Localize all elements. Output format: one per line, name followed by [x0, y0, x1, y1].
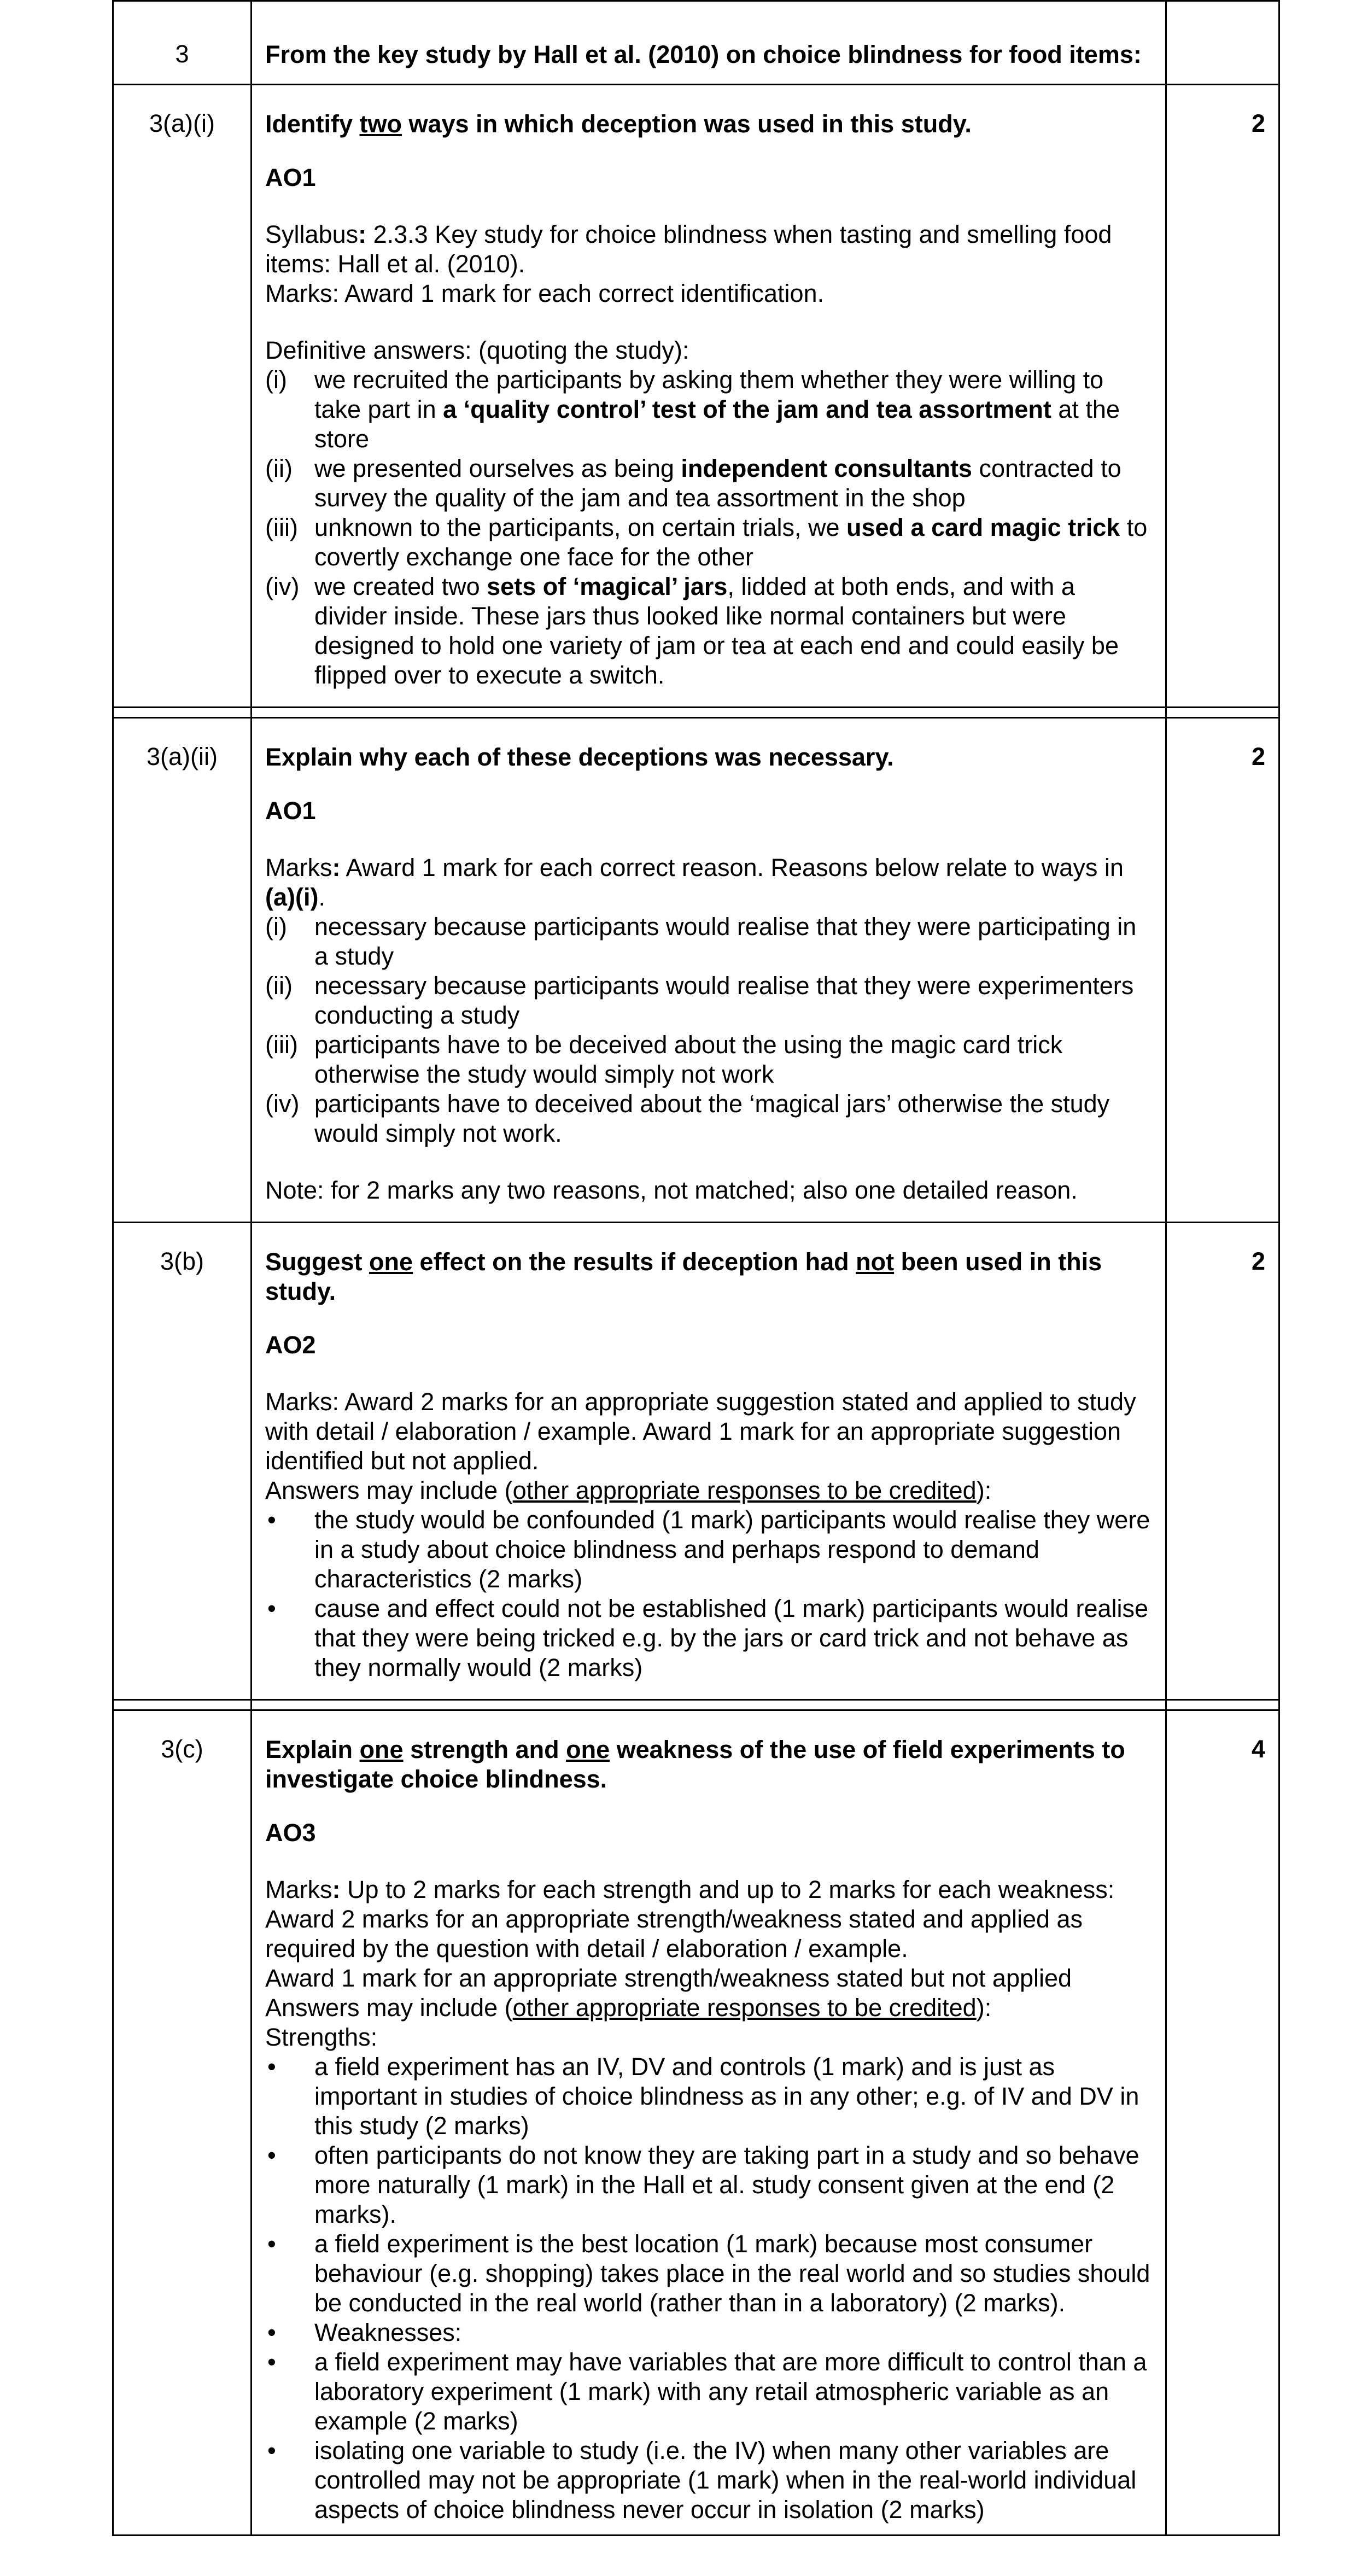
item-text: a field experiment is the best location (1 mark) because most consumer behaviour (e.g. shopping) takes place in the real world and so studies should be conducted in the real world (rather than in a laboratory) (2 marks).: [314, 2230, 1150, 2317]
question-number: 3(a)(ii): [113, 718, 252, 1223]
question-text: From the key study by Hall et al. (2010) on choice blindness for food items:: [265, 40, 1142, 68]
answers-intro: [265, 1993, 1153, 2023]
item-text: a field experiment may have variables that are more difficult to control than a laboratory experiment (1 mark) with any retail atmospheric variable as an example (2 marks): [314, 2348, 1147, 2435]
table-row: [113, 1223, 1279, 1700]
item-text: often participants do not know they are taking part in a study and so behave more naturally (1 mark) in the Hall et al. study consent given at the end (2 marks).: [314, 2141, 1139, 2228]
marks-cell: 2: [1166, 718, 1279, 1223]
item-emphasis: sets of ‘magical’ jars: [487, 573, 728, 600]
list-item: [265, 2318, 1153, 2347]
question-emphasis: one: [369, 1248, 413, 1276]
question-cell: [252, 1, 1166, 85]
question-text: [265, 109, 1153, 139]
syllabus-note: [265, 220, 1153, 279]
item-number: (iv): [265, 1090, 300, 1118]
question-cell: [252, 85, 1166, 708]
item-text: necessary because participants would realise that they were participating in a study: [314, 913, 1137, 970]
item-number: (iii): [265, 1031, 298, 1059]
answer-list: [265, 912, 1153, 1148]
question-text-part: ways in which deception was used in this study.: [402, 110, 972, 138]
marks-guidance-3: Award 1 mark for an appropriate strength/weakness stated but not applied: [265, 1964, 1072, 1992]
bullet-icon: •: [267, 2318, 276, 2346]
question-text: [265, 1735, 1153, 1794]
question-number: 3: [113, 1, 252, 85]
item-text: cause and effect could not be established (1 mark) participants would realise that they were being tricked e.g. by the jars or card trick and not behave as they normally would (2 marks): [314, 1594, 1149, 1681]
item-text: the study would be confounded (1 mark) participants would realise they were in a study about choice blindness and perhaps respond to demand characteristics (2 marks): [314, 1506, 1150, 1593]
question-emphasis: not: [856, 1248, 895, 1276]
strengths-label: Strengths:: [265, 2023, 378, 2051]
list-item: [265, 2436, 1153, 2525]
question-number: 3(b): [113, 1223, 252, 1700]
list-item: [265, 1030, 1153, 1089]
mark-scheme-sheet: [112, 0, 1265, 2536]
marks-cell: [1166, 1, 1279, 85]
assessment-objective: AO3: [265, 1819, 316, 1847]
item-text: isolating one variable to study (i.e. the IV) when many other variables are controlled may not be appropriate (1 mark) when in the real-world individual aspects of choice blindness never occur in isolation (2 marks): [314, 2437, 1137, 2524]
marks-colon: :: [332, 854, 341, 881]
list-item: [265, 2347, 1153, 2436]
marks-guidance-2: Award 2 marks for an appropriate strength/weakness stated and applied as required by the question with detail / elaboration / example.: [265, 1905, 1083, 1962]
answers-intro: [265, 1476, 1153, 1505]
list-item: [265, 454, 1153, 513]
table-row: [113, 85, 1279, 708]
question-emphasis: one: [359, 1736, 404, 1763]
list-item: [265, 1089, 1153, 1148]
answers-intro-text: ):: [976, 1476, 992, 1504]
list-item: [265, 365, 1153, 454]
row-separator: [113, 1700, 1279, 1710]
marks-cell: 4: [1166, 1710, 1279, 2536]
question-number: 3(a)(i): [113, 85, 252, 708]
item-text: we recruited the participants by asking them whether they were willing to take part in: [314, 366, 1104, 423]
list-item: [265, 1505, 1153, 1594]
item-text: contracted to survey the quality of the jam and tea assortment in the shop: [314, 454, 1121, 512]
marks-cell: 2: [1166, 1223, 1279, 1700]
bullet-icon: •: [267, 2141, 276, 2169]
list-item: [265, 971, 1153, 1030]
syllabus-label: Syllabus: [265, 220, 359, 248]
marks-guidance: Marks: Award 2 marks for an appropriate suggestion stated and applied to study with detail / elaboration / example. Award 1 mark for an appropriate suggestion identified but not applied.: [265, 1388, 1136, 1475]
list-item: [265, 912, 1153, 971]
assessment-objective: AO1: [265, 163, 316, 191]
list-item: [265, 513, 1153, 572]
bullet-icon: •: [267, 1506, 276, 1534]
marks-guidance: Marks: Award 1 mark for each correct identification.: [265, 279, 825, 307]
question-cell: [252, 1710, 1166, 2536]
table-row: [113, 1, 1279, 85]
question-text-part: strength and: [403, 1736, 566, 1763]
bullet-icon: •: [267, 2053, 276, 2081]
question-text-part: Explain: [265, 1736, 360, 1763]
mark-scheme-table: [112, 0, 1280, 2536]
list-item: [265, 1594, 1153, 1683]
question-emphasis: one: [566, 1736, 610, 1763]
item-number: (i): [265, 913, 287, 941]
answer-bullets: [265, 1505, 1153, 1683]
question-text-part: Identify: [265, 110, 360, 138]
answers-intro-underlined: other appropriate responses to be credited: [512, 1476, 977, 1504]
list-item: [265, 2141, 1153, 2229]
definitive-answers-intro: Definitive answers: (quoting the study):: [265, 336, 689, 364]
question-text: Explain why each of these deceptions was necessary.: [265, 743, 894, 771]
marks-guidance: [265, 1875, 1153, 1905]
syllabus-text: 2.3.3 Key study for choice blindness when tasting and smelling food items: Hall et al. (2010).: [265, 220, 1112, 278]
item-text: to covertly exchange one face for the other: [314, 513, 1148, 571]
item-number: (ii): [265, 454, 293, 482]
item-text: participants have to be deceived about the using the magic card trick otherwise the study would simply not work: [314, 1031, 1063, 1088]
marks-label: Marks: [265, 854, 332, 881]
assessment-objective: AO1: [265, 797, 316, 825]
item-text: a field experiment has an IV, DV and controls (1 mark) and is just as important in studies of choice blindness as in any other; e.g. of IV and DV in this study (2 marks): [314, 2053, 1139, 2140]
table-row: [113, 1710, 1279, 2536]
answers-intro-underlined: other appropriate responses to be credited: [512, 1994, 977, 2022]
question-text-part: been used in this study.: [265, 1248, 1102, 1305]
question-cell: [252, 718, 1166, 1223]
list-item: [265, 2229, 1153, 2318]
item-number: (iii): [265, 513, 298, 541]
list-item: [265, 572, 1153, 690]
question-text-part: effect on the results if deception had: [413, 1248, 856, 1276]
answer-list: [265, 365, 1153, 690]
answers-intro-text: Answers may include (: [265, 1994, 513, 2022]
marks-guidance: [265, 853, 1153, 912]
question-text-part: Suggest: [265, 1248, 370, 1276]
item-text: participants have to deceived about the ‘magical jars’ otherwise the study would simply not work.: [314, 1090, 1110, 1147]
bullet-icon: •: [267, 1594, 276, 1622]
item-emphasis: used a card magic trick: [846, 513, 1120, 541]
table-row: [113, 718, 1279, 1223]
marks-text: Award 1 mark for each correct reason. Reasons below relate to ways in: [340, 854, 1124, 881]
assessment-objective: AO2: [265, 1331, 316, 1359]
marks-cell: 2: [1166, 85, 1279, 708]
item-emphasis: a ‘quality control’ test of the jam and tea assortment: [443, 395, 1051, 423]
bullet-icon: •: [267, 2230, 276, 2258]
note: Note: for 2 marks any two reasons, not matched; also one detailed reason.: [265, 1176, 1078, 1204]
marks-text-end: .: [318, 883, 325, 911]
marks-colon: :: [332, 1876, 341, 1903]
answers-intro-text: ):: [976, 1994, 992, 2022]
list-item: [265, 2052, 1153, 2141]
item-text: necessary because participants would realise that they were experimenters conducting a study: [314, 972, 1134, 1029]
answers-intro-text: Answers may include (: [265, 1476, 513, 1504]
question-text: [265, 1247, 1153, 1306]
marks-label: Marks: [265, 1876, 332, 1903]
item-text: at the store: [314, 395, 1120, 453]
item-number: (i): [265, 366, 287, 394]
item-emphasis: independent consultants: [681, 454, 972, 482]
answer-bullets: [265, 2052, 1153, 2525]
question-cell: [252, 1223, 1166, 1700]
item-number: (ii): [265, 972, 293, 1000]
item-number: (iv): [265, 573, 300, 600]
marks-reference: (a)(i): [265, 883, 319, 911]
bullet-icon: •: [267, 2437, 276, 2464]
question-number: 3(c): [113, 1710, 252, 2536]
item-text: we created two: [314, 573, 487, 600]
item-text: , lidded at both ends, and with a divider inside. These jars thus looked like normal containers but were designed to hold one variety of jam or tea at each end and could easily be flipped over to execute a switch.: [314, 573, 1119, 689]
item-text: we presented ourselves as being: [314, 454, 681, 482]
item-text: Weaknesses:: [314, 2318, 462, 2346]
item-text: unknown to the participants, on certain trials, we: [314, 513, 847, 541]
question-emphasis: two: [359, 110, 402, 138]
row-separator: [113, 708, 1279, 718]
marks-text: Up to 2 marks for each strength and up to 2 marks for each weakness:: [340, 1876, 1115, 1903]
syllabus-colon: :: [358, 220, 367, 248]
question-text-part: weakness of the use of field experiments to investigate choice blindness.: [265, 1736, 1125, 1793]
bullet-icon: •: [267, 2348, 276, 2376]
